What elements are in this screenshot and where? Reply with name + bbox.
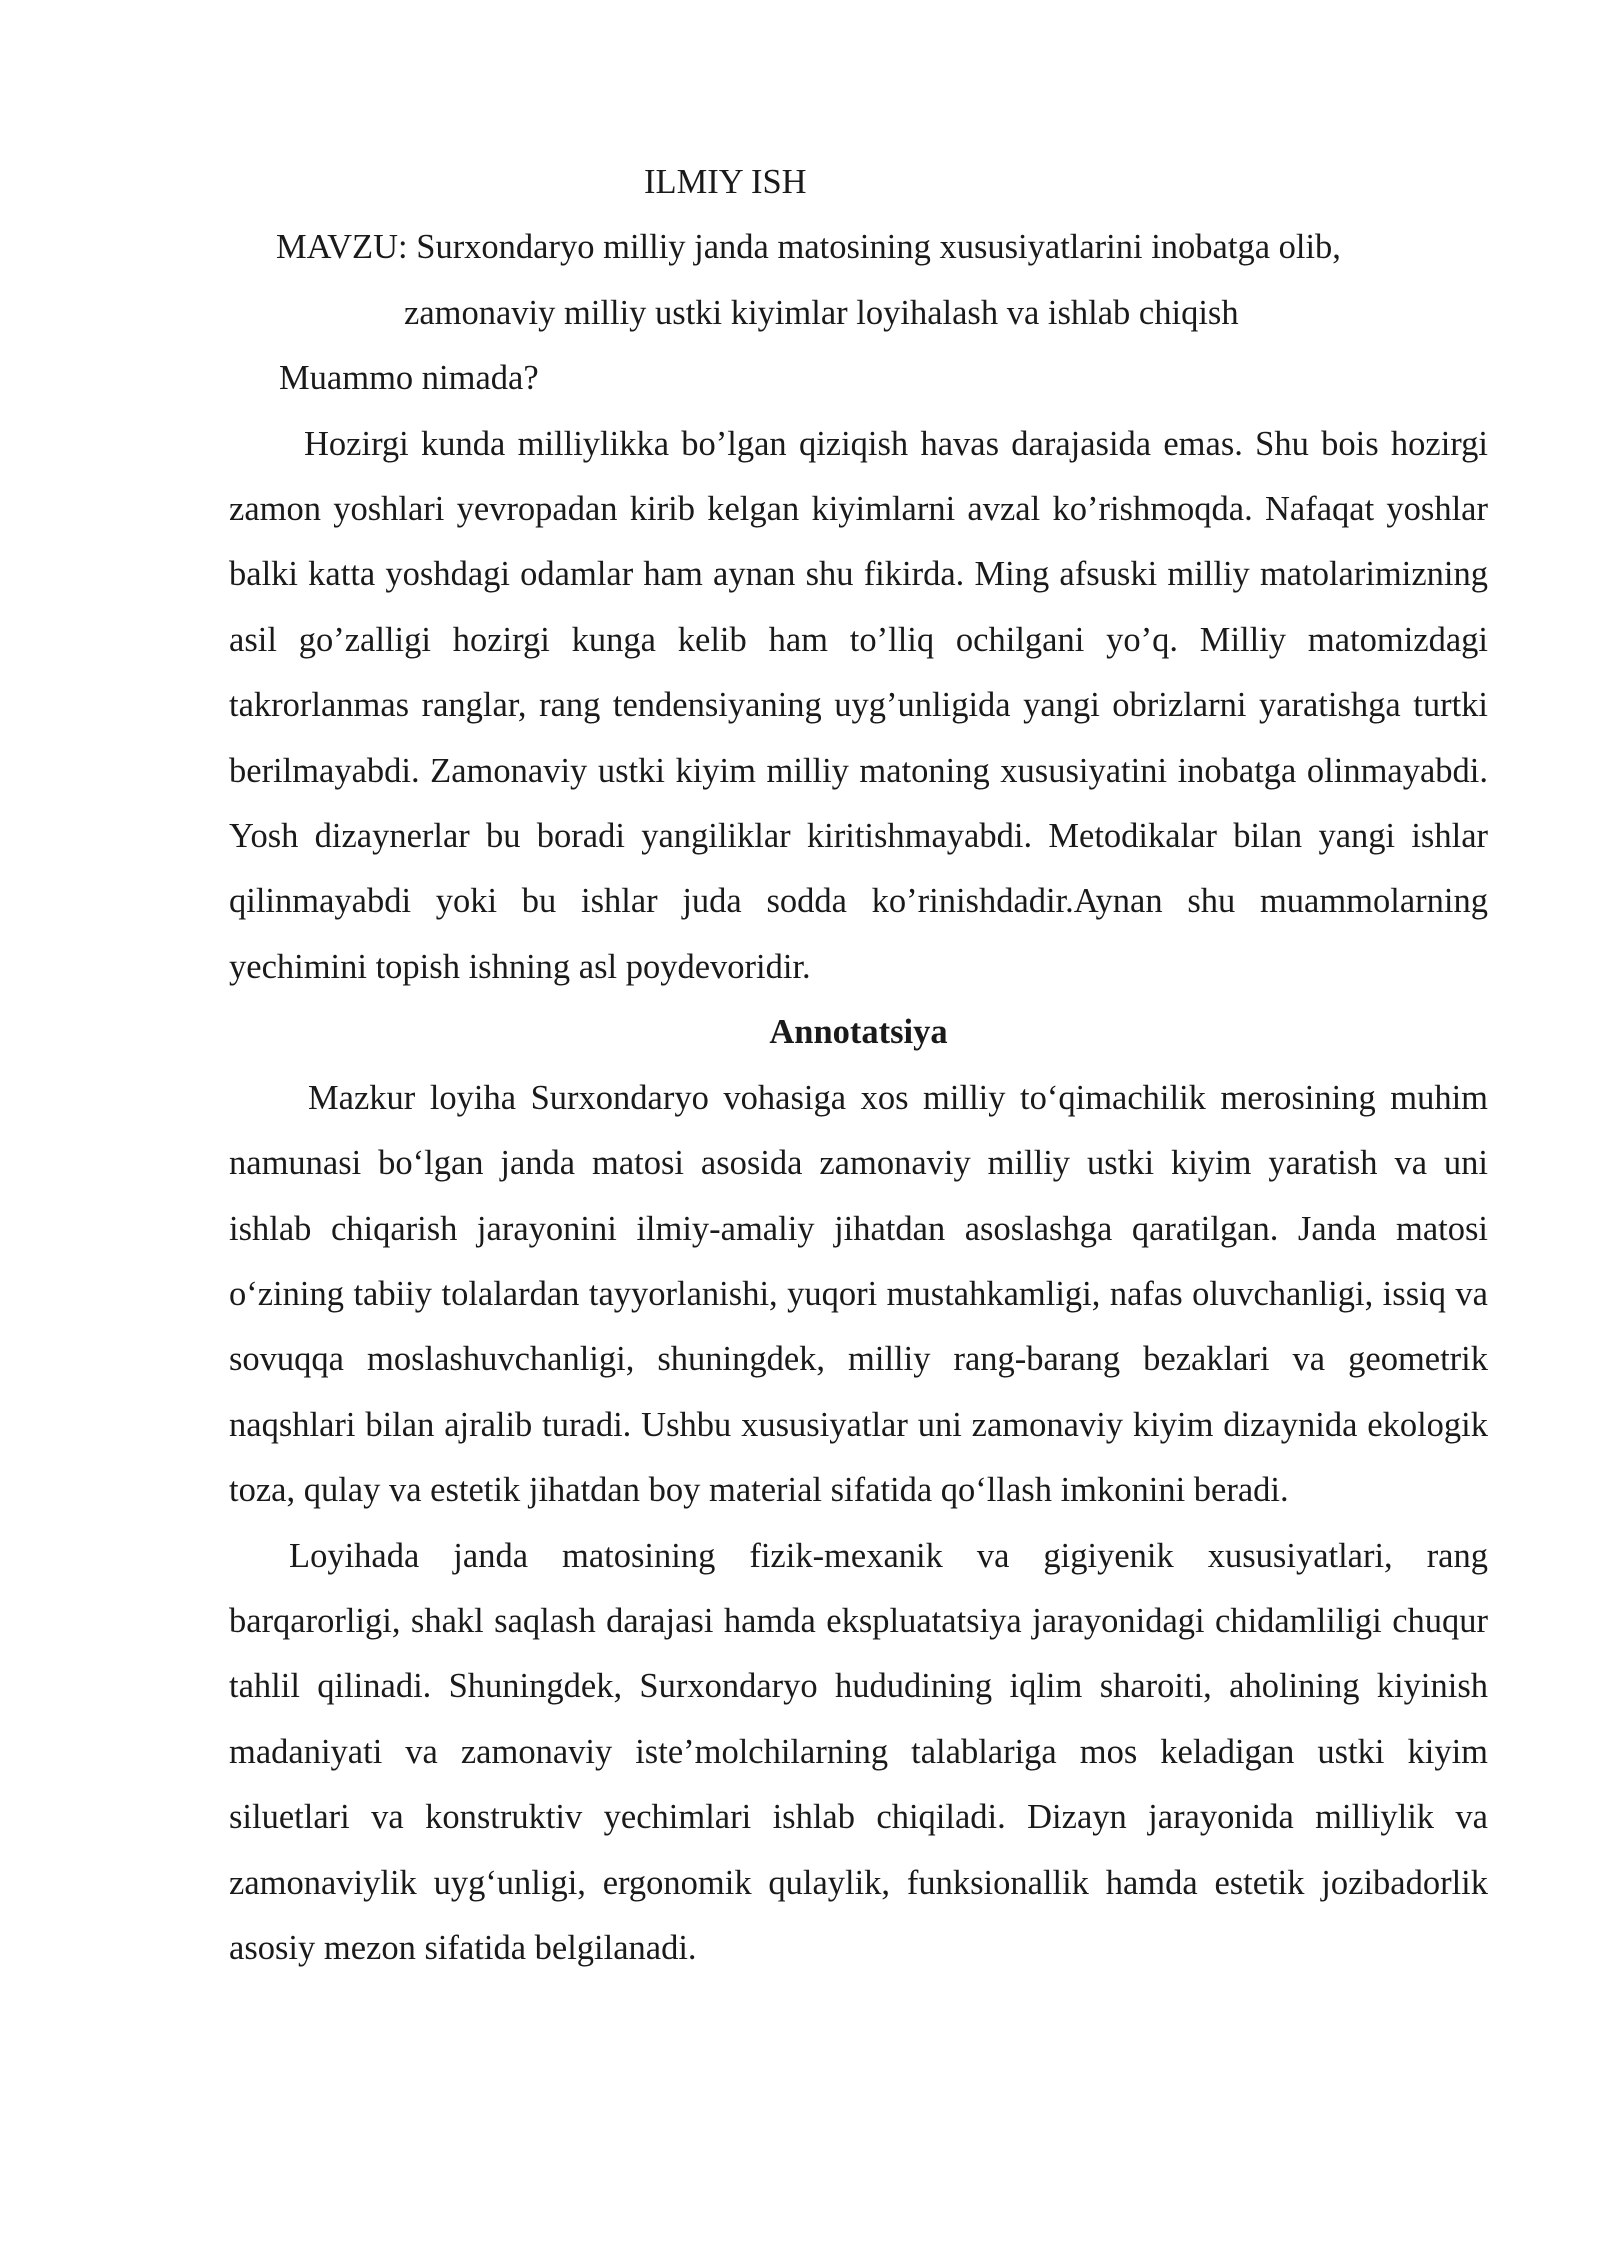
annotation-heading: Annotatsiya [769, 1013, 948, 1052]
document-title: ILMIY ISH [644, 163, 807, 201]
document-body [229, 150, 1488, 1981]
problem-paragraph: Hozirgi kunda milliylikka bo’lgan qiziqish havas darajasida emas. Shu bois hozirgi zamon yoshlari yevropadan kirib kelgan kiyimlarni avzal ko’rishmoqda. Nafaqat yoshlar balki katta yoshdagi odamlar ham aynan shu fikirda. Ming afsuski milliy matolarimizning asil go’zalligi hozirgi kunga kelib ham to’lliq ochilgani yo’q. Milliy matomizdagi takrorlanmas ranglar, rang tendensiyaning uyg’unligida yangi obrizlarni yaratishga turtki berilmayabdi. Zamonaviy ustki kiyim milliy matoning xususiyatini inobatga olinmayabdi. Yosh dizaynerlar bu boradi yangiliklar kiritishmayabdi. Metodikalar bilan yangi ishlar qilinmayabdi yoki bu ishlar juda sodda ko’rinishdadir.Aynan shu muammolarning yechimini topish ishning asl poydevoridir. [229, 424, 1488, 986]
problem-question: Muammo nimada? [279, 359, 539, 398]
annotation-paragraph-2: Loyihada janda matosining fizik-mexanik va gigiyenik xususiyatlari, rang barqarorligi, shakl saqlash darajasi hamda ekspluatatsiya jarayonidagi chidamliligi chuqur tahlil qilinadi. Shuningdek, Surxondaryo hududining iqlim sharoiti, aholining kiyinish madaniyati va zamonaviy iste’molchilarning talablariga mos keladigan ustki kiyim siluetlari va konstruktiv yechimlari ishlab chiqiladi. Dizayn jarayonida milliylik va zamonaviylik uyg‘unligi, ergonomik qulaylik, funksionallik hamda estetik jozibadorlik asosiy mezon sifatida belgilanadi. [229, 1536, 1488, 1967]
topic-line-2: zamonaviy milliy ustki kiyimlar loyihalash va ishlab chiqish [404, 293, 1239, 332]
topic-line-1: MAVZU: Surxondaryo milliy janda matosining xususiyatlarini inobatga olib, [276, 228, 1341, 267]
annotation-paragraph-1: Mazkur loyiha Surxondaryo vohasiga xos milliy to‘qimachilik merosining muhim namunasi bo‘lgan janda matosi asosida zamonaviy milliy ustki kiyim yaratish va uni ishlab chiqarish jarayonini ilmiy-amaliy jihatdan asoslashga qaratilgan. Janda matosi o‘zining tabiiy tolalardan tayyorlanishi, yuqori mustahkamligi, nafas oluvchanligi, issiq va sovuqqa moslashuvchanligi, shuningdek, milliy rang-barang bezaklari va geometrik naqshlari bilan ajralib turadi. Ushbu xususiyatlar uni zamonaviy kiyim dizaynida ekologik toza, qulay va estetik jihatdan boy material sifatida qo‘llash imkonini beradi. [229, 1078, 1488, 1510]
